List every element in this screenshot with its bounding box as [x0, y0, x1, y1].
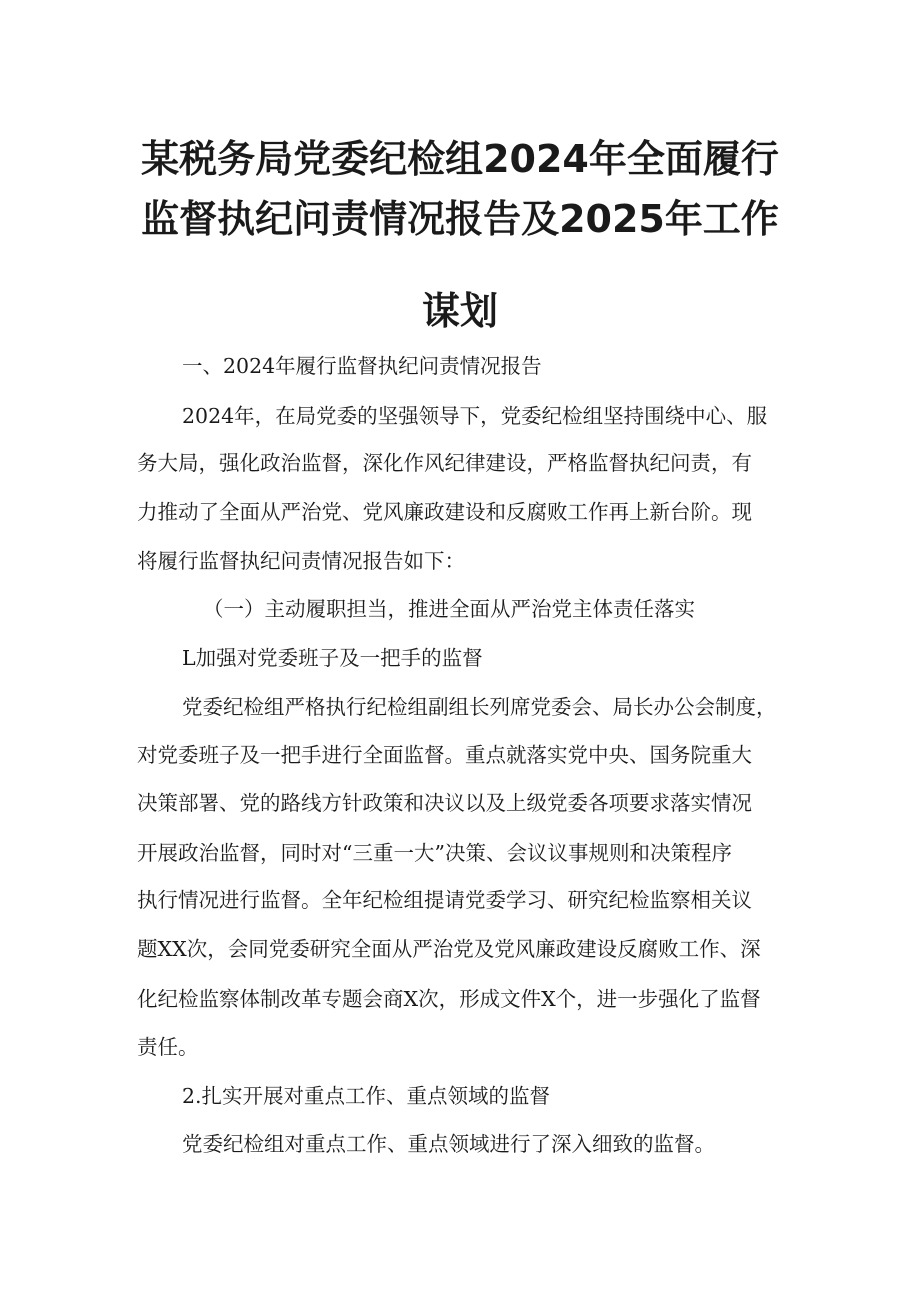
body-paragraph-line: 开展政治监督，同时对“三重一大”决策、会议议事规则和决策程序 — [137, 841, 732, 865]
document-title-line-2: 监督执纪问责情况报告及2025年工作 — [141, 197, 779, 241]
body-paragraph-line: 题XX次，会同党委研究全面从严治党及党风廉政建设反腐败工作、深 — [137, 937, 761, 961]
item-heading: 2.扎实开展对重点工作、重点领域的监督 — [182, 1084, 551, 1108]
item-heading: L加强对党委班子及一把手的监督 — [182, 646, 483, 670]
body-paragraph-line: 党委纪检组对重点工作、重点领域进行了深入细致的监督。 — [182, 1132, 715, 1156]
body-paragraph-line: 党委纪检组严格执行纪检组副组长列席党委会、局长办公会制度， — [182, 695, 777, 719]
body-paragraph-line: 执行情况进行监督。全年纪检组提请党委学习、研究纪检监察相关议 — [137, 888, 752, 912]
intro-paragraph-line: 务大局，强化政治监督，深化作风纪律建设，严格监督执纪问责，有 — [137, 451, 752, 475]
section-heading: 一、2024年履行监督执纪问责情况报告 — [182, 354, 542, 378]
document-title-line-3: 谋划 — [421, 289, 498, 333]
body-paragraph-line: 对党委班子及一把手进行全面监督。重点就落实党中央、国务院重大 — [137, 743, 752, 767]
subsection-heading: （一）主动履职担当，推进全面从严治党主体责任落实 — [203, 597, 695, 621]
document-title-line-1: 某税务局党委纪检组2024年全面履行 — [141, 137, 779, 181]
body-paragraph-line: 化纪检监察体制改革专题会商X次，形成文件X个，进一步强化了监督 — [137, 987, 761, 1011]
intro-paragraph-line: 将履行监督执纪问责情况报告如下： — [137, 549, 465, 573]
intro-paragraph-line: 力推动了全面从严治党、党风廉政建设和反腐败工作再上新台阶。现 — [137, 500, 752, 524]
body-paragraph-line: 决策部署、党的路线方针政策和决议以及上级党委各项要求落实情况 — [137, 791, 752, 815]
body-paragraph-line: 责任。 — [137, 1035, 199, 1059]
intro-paragraph-line: 2024年，在局党委的坚强领导下，党委纪检组坚持围绕中心、服 — [182, 404, 768, 428]
